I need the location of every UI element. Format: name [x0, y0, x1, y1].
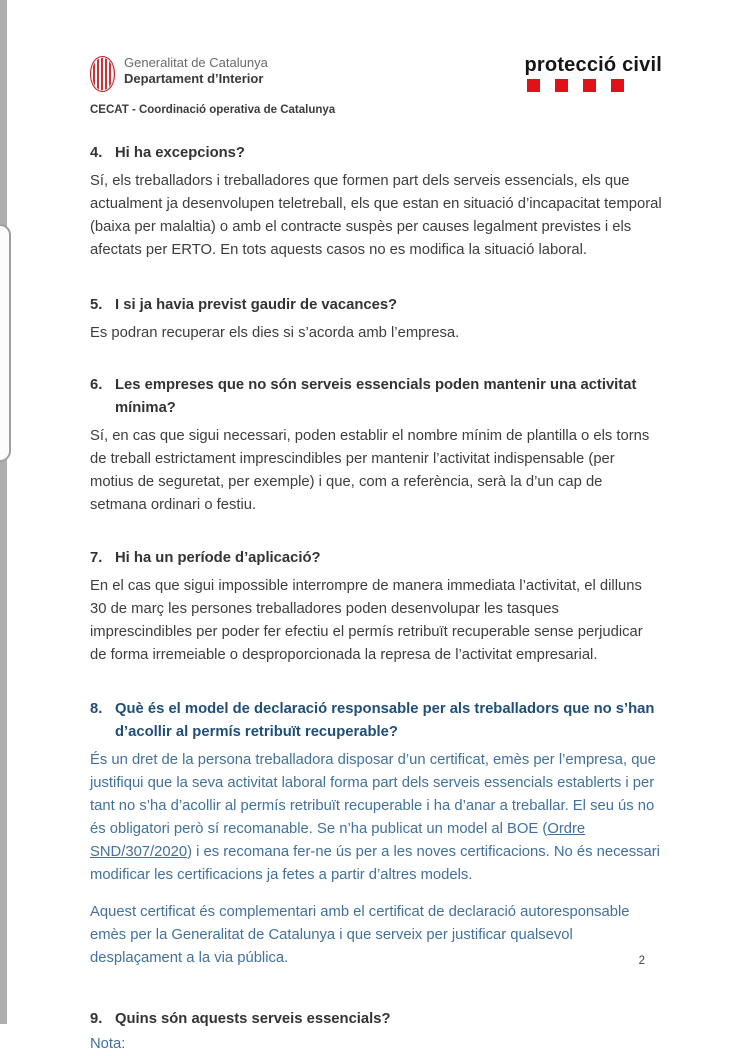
side-drawer-handle[interactable]	[0, 224, 11, 462]
faq-section-7	[90, 547, 662, 667]
question-title: Què és el model de declaració responsable per als treballadors que no s’han d’acollir al permís retribuït recuperable?	[115, 701, 655, 740]
question-number: 6.	[90, 377, 103, 393]
question-heading	[90, 547, 662, 570]
question-title: Les empreses que no són serveis essencials poden mantenir una activitat mínima?	[115, 377, 637, 416]
org-name: Generalitat de Catalunya	[124, 55, 268, 70]
faq-section-6	[90, 374, 662, 517]
red-squares-icon	[527, 79, 663, 92]
red-square-icon	[555, 79, 568, 92]
proteccio-civil-logo	[525, 55, 663, 92]
document-header	[90, 55, 662, 92]
question-heading	[90, 1008, 662, 1031]
question-number: 9.	[90, 1011, 103, 1027]
proteccio-civil-wordmark: protecció civil	[524, 54, 662, 76]
generalitat-senyera-icon	[90, 56, 115, 92]
generalitat-text	[124, 55, 268, 87]
answer-paragraph	[90, 749, 662, 887]
red-square-icon	[527, 79, 540, 92]
faq-section-4	[90, 142, 662, 262]
answer-paragraph: Es podran recuperar els dies si s’acorda amb l’empresa.	[90, 325, 460, 341]
question-title: Hi ha excepcions?	[115, 145, 245, 161]
question-title: Quins són aquests serveis essencials?	[115, 1011, 391, 1027]
answer-paragraph: Aquest certificat és complementari amb el certificat de declaració autoresponsable emès per la Generalitat de Catalunya i que serveix per justificar qualsevol desplaçament a la via pública.	[90, 904, 630, 966]
answer-text-before-link: És un dret de la persona treballadora disposar d’un certificat, emès per l’empresa, que justifiqui que la seva activitat laboral forma part dels serveis essencials establerts i per tant no s’ha d’acollir al permís retribuït recuperable i ha d’anar a treballar. El seu ús no és obligatori però sí recomanable. Se n’ha publicat un model al BOE (	[90, 752, 656, 837]
answer-text-after-link: ) i es recomana fer-ne ús per a les noves certificacions. No és necessari modificar les certificacions ja fetes a partir d’altres models.	[90, 844, 660, 883]
answer-paragraph: Sí, els treballadors i treballadores que formen part dels serveis essencials, els que actualment ja desenvolupen teletreball, els que estan en situació d’incapacitat temporal (baixa per malaltia) o amb el contracte suspès per causes legalment previstes i els afectats per ERTO. En tots aquests casos no es modifica la situació laboral.	[90, 173, 662, 258]
faq-section-8	[90, 698, 662, 970]
generalitat-logo-block	[90, 55, 268, 92]
answer-paragraph: En el cas que sigui impossible interrompre de manera immediata l’activitat, el dilluns 30 de març les persones treballadores poden desenvolupar les tasques imprescindibles per poder fer efectiu el permís retribuït recuperable sense perjudicar de forma irremeiable o desproporcionada la represa de l’activitat empresarial.	[90, 578, 643, 663]
question-heading	[90, 374, 662, 420]
question-number: 4.	[90, 145, 103, 161]
note-label: Nota:	[90, 1036, 126, 1052]
red-square-icon	[611, 79, 624, 92]
boe-order-link[interactable]: Ordre SND/307/2020	[90, 821, 586, 860]
question-heading	[90, 698, 662, 744]
question-heading	[90, 294, 662, 317]
question-number: 7.	[90, 550, 103, 566]
faq-section-9	[90, 1008, 662, 1056]
answer-paragraph: Sí, en cas que sigui necessari, poden establir el nombre mínim de plantilla o els torns de treball estrictament imprescindibles per mantenir l’activitat indispensable (per motius de seguretat, per exemple) i que, com a referència, serà la d’un cap de setmana ordinari o festiu.	[90, 428, 650, 513]
viewer-edge-strip[interactable]	[0, 0, 7, 1024]
question-heading	[90, 142, 662, 165]
page-number: 2	[638, 955, 645, 967]
department-name: Departament d’Interior	[124, 71, 264, 86]
red-square-icon	[583, 79, 596, 92]
question-title: I si ja havia previst gaudir de vacances?	[115, 297, 398, 313]
document-subtitle: CECAT - Coordinació operativa de Catalunya	[90, 104, 336, 116]
question-number: 5.	[90, 297, 103, 313]
faq-section-5	[90, 294, 662, 345]
question-number: 8.	[90, 701, 103, 717]
question-title: Hi ha un període d’aplicació?	[115, 550, 321, 566]
